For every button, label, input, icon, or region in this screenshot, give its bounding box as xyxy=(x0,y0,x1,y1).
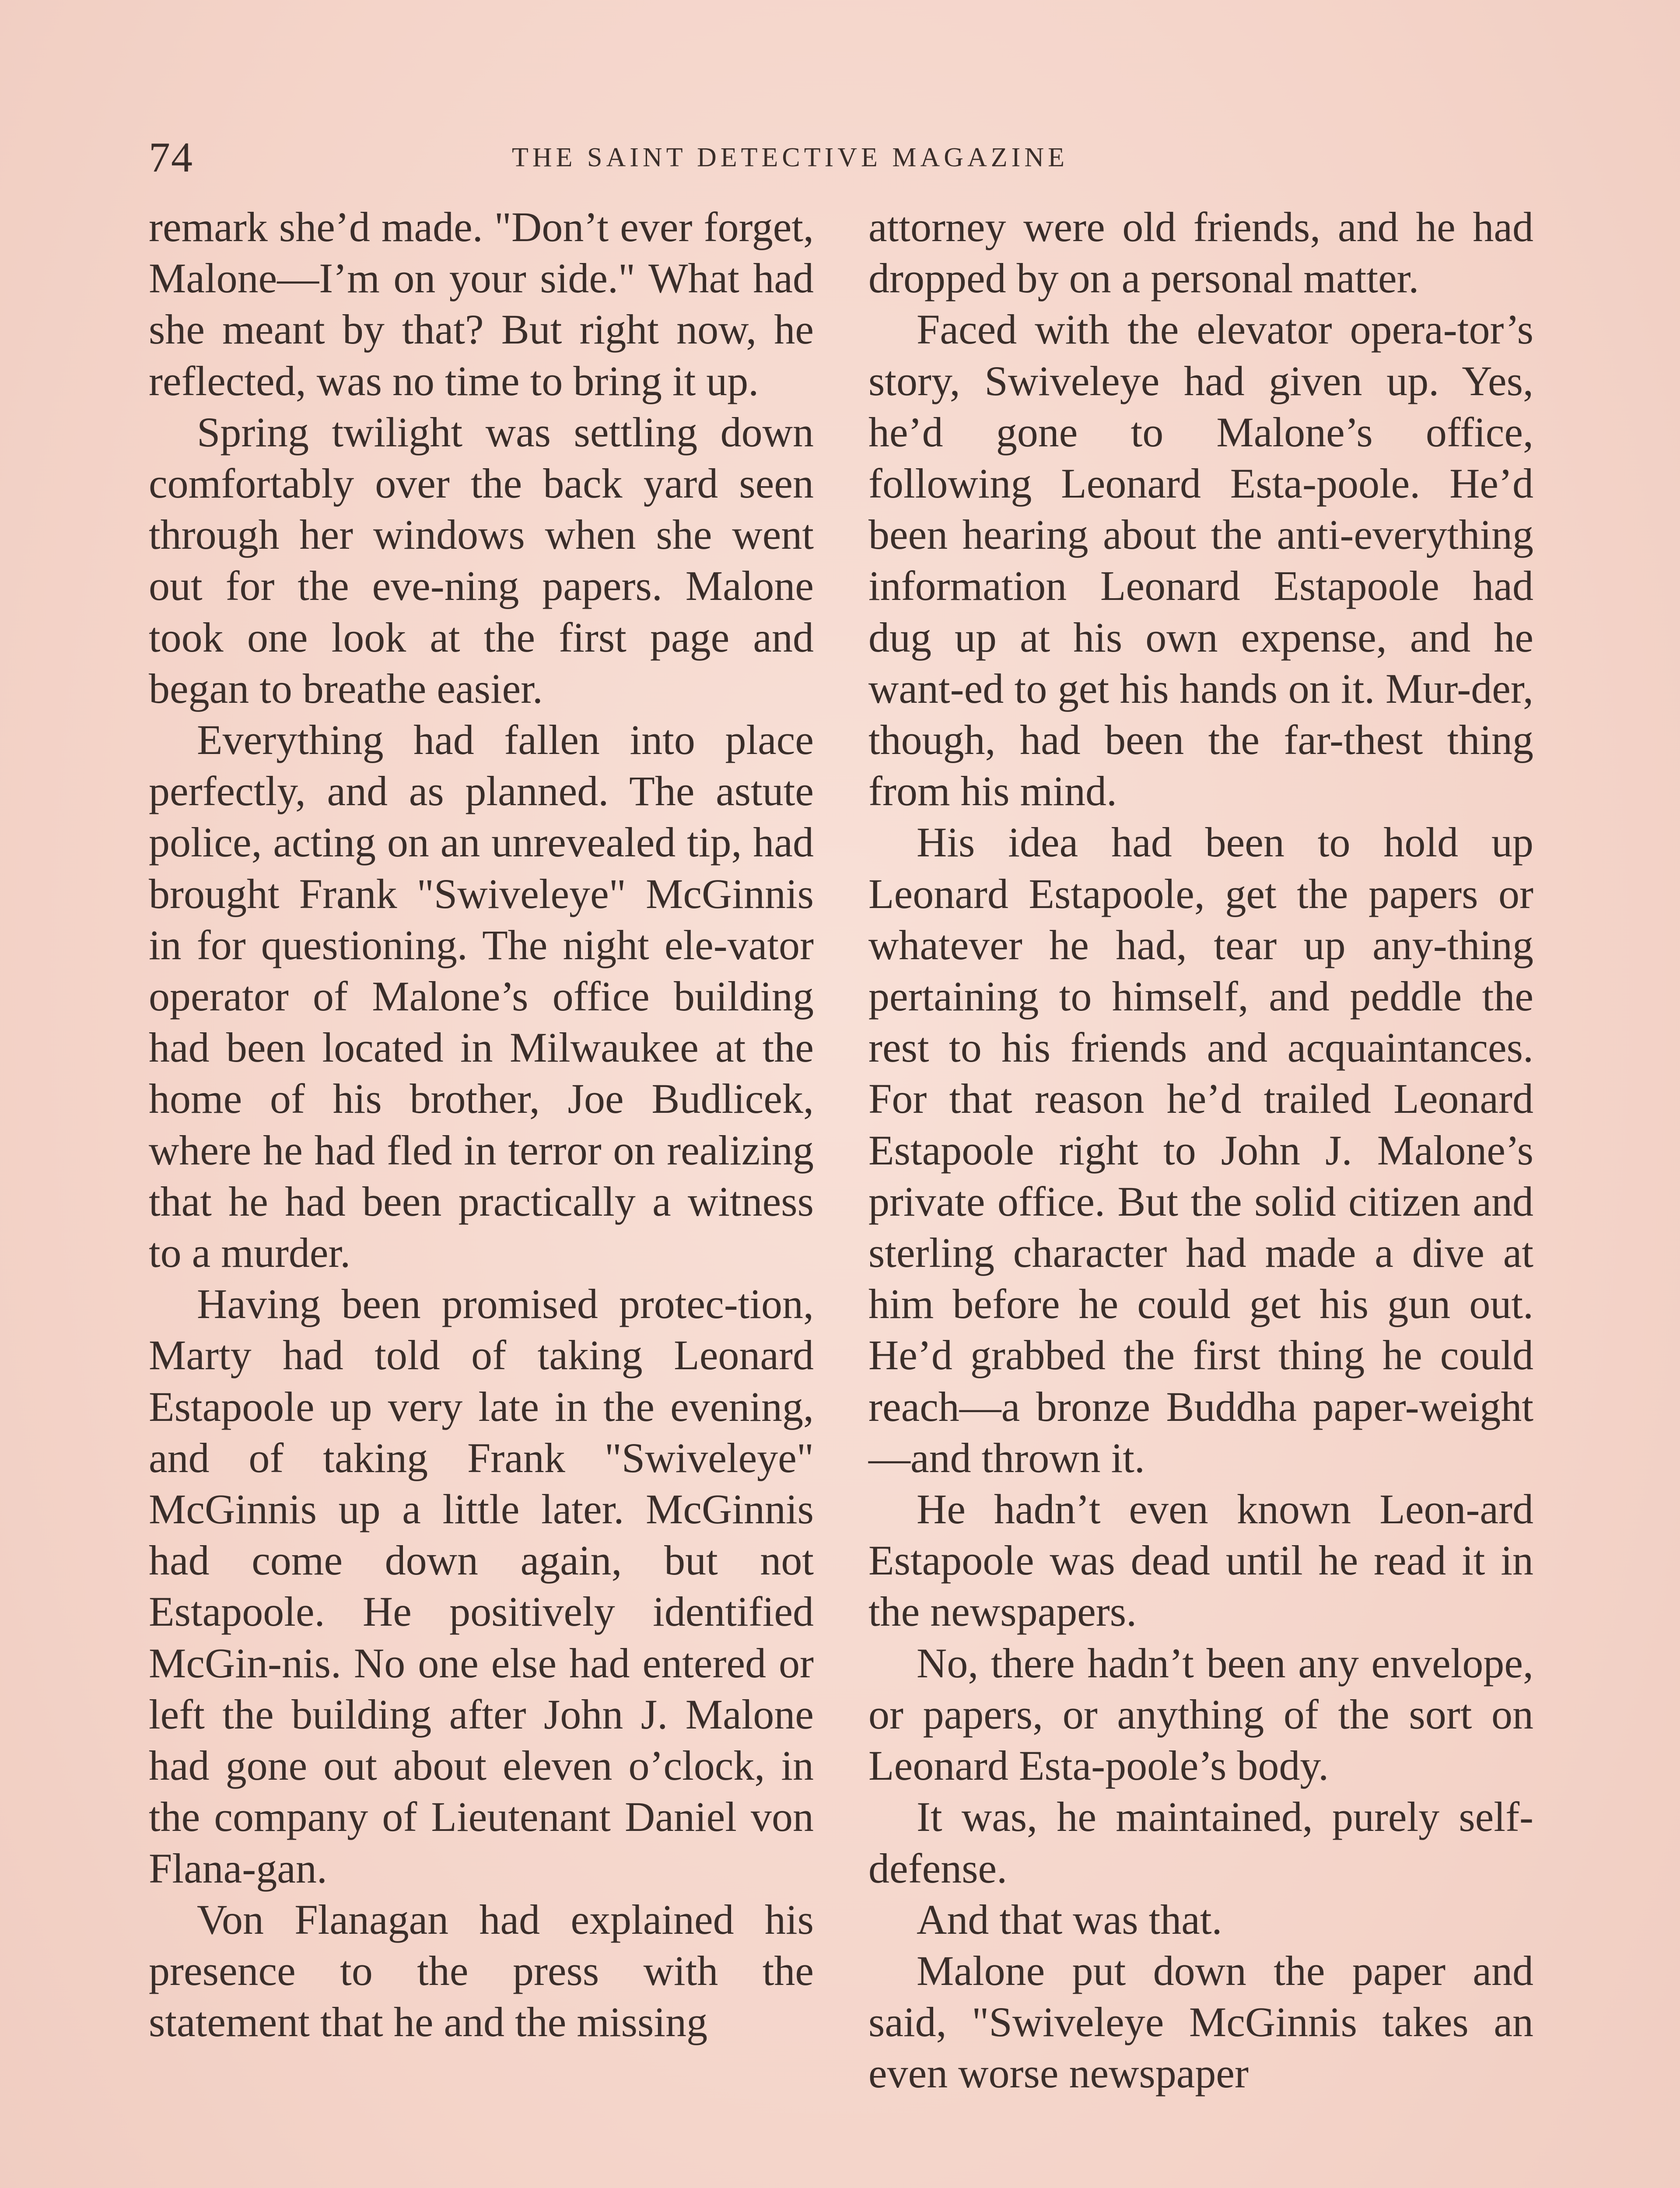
right-column xyxy=(868,201,1533,2099)
paragraph: His idea had been to hold up Leonard Estapoole, get the papers or whatever he had, tear up any-thing pertaining to himself, and peddle the rest to his friends and acquaintances. For that reason he’d trailed Leonard Estapoole right to John J. Malone’s private office. But the solid citizen and sterling character had made a dive at him before he could get his gun out. He’d grabbed the first thing he could reach—a bronze Buddha paper-weight—and thrown it. xyxy=(868,819,1533,1481)
paragraph: Having been promised protec-tion, Marty had told of taking Leonard Estapoole up very late in the evening, and of taking Frank "Swiveleye" McGinnis up a little later. McGinnis had come down again, but not Estapoole. He positively identified McGin-nis. No one else had entered or left the building after John J. Malone had gone out about eleven o’clock, in the company of Lieutenant Daniel von Flana-gan. xyxy=(149,1280,814,1892)
paragraph: Von Flanagan had explained his presence to the press with the statement that he and the missing xyxy=(149,1896,814,2046)
page-number: 74 xyxy=(149,134,193,181)
paragraph: Everything had fallen into place perfectly, and as planned. The astute police, acting on an unrevealed tip, had brought Frank "Swiveleye" McGinnis in for questioning. The night ele-vator operator of Malone’s office building had been located in Milwaukee at the home of his brother, Joe Budlicek, where he had fled in terror on realizing that he had been practically a witness to a murder. xyxy=(149,716,814,1276)
paragraph: It was, he maintained, purely self-defense. xyxy=(868,1793,1533,1892)
running-head: THE SAINT DETECTIVE MAGAZINE xyxy=(512,143,1068,172)
paragraph: remark she’d made. "Don’t ever forget, Malone—I’m on your side." What had she meant by that? But right now, he reflected, was no time to bring it up. xyxy=(149,203,814,404)
paragraph: attorney were old friends, and he had dropped by on a personal matter. xyxy=(868,203,1533,302)
paragraph: He hadn’t even known Leon-ard Estapoole was dead until he read it in the newspapers. xyxy=(868,1486,1533,1635)
paragraph: Spring twilight was settling down comfortably over the back yard seen through her windows when she went out for the eve-ning papers. Malone took one look at the first page and began to breathe easier. xyxy=(149,408,814,712)
paragraph: No, there hadn’t been any envelope, or papers, or anything of the sort on Leonard Esta-poole’s body. xyxy=(868,1639,1533,1789)
paragraph: Faced with the elevator opera-tor’s story, Swiveleye had given up. Yes, he’d gone to Malone’s office, following Leonard Esta-poole. He’d been hearing about the anti-everything information Leonard Estapoole had dug up at his own expense, and he want-ed to get his hands on it. Mur-der, though, had been the far-thest thing from his mind. xyxy=(868,306,1533,815)
page-header xyxy=(149,131,1540,184)
left-column xyxy=(149,201,814,2048)
paragraph: Malone put down the paper and said, "Swiveleye McGinnis takes an even worse newspaper xyxy=(868,1947,1533,2097)
paragraph: And that was that. xyxy=(917,1896,1222,1943)
